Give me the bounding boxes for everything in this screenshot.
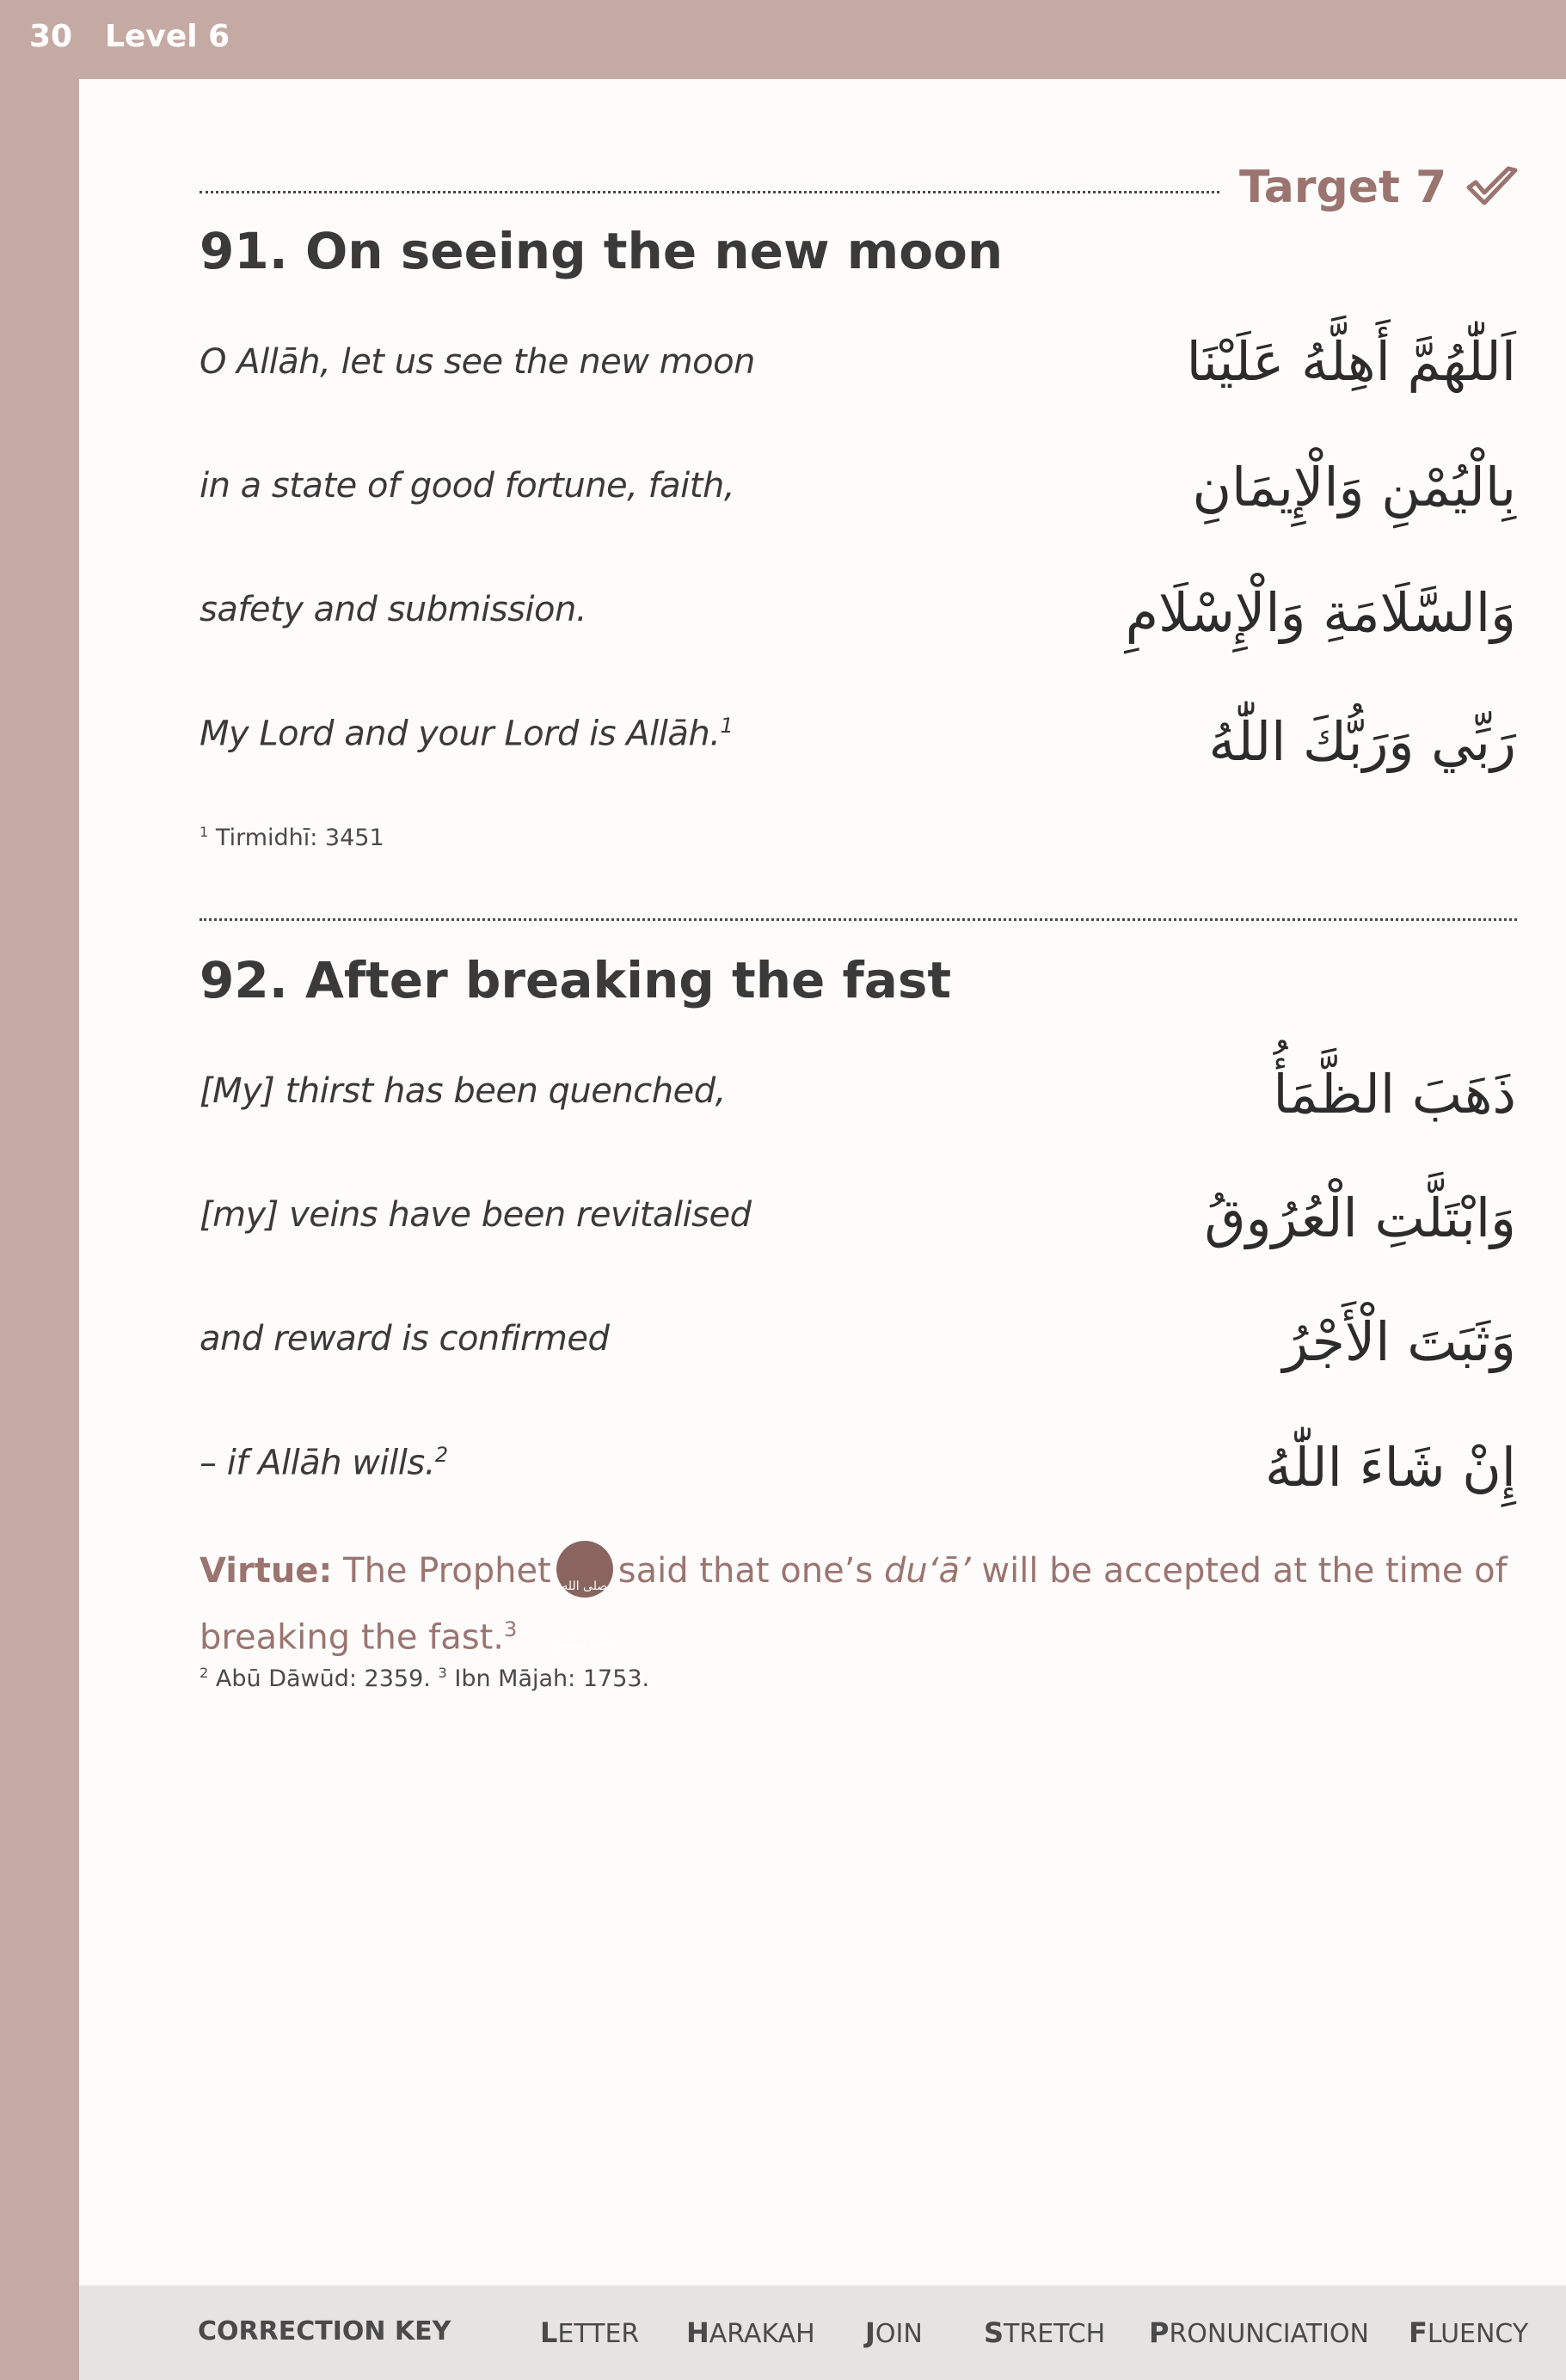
arabic-line: إِنْ شَاءَ اللّٰهُ xyxy=(1264,1436,1516,1499)
arabic-line: وَثَبَتَ الْأَجْرُ xyxy=(1282,1310,1516,1373)
arabic-line: بِالْيُمْنِ وَالْإِيمَانِ xyxy=(1192,456,1516,518)
english-line: [My] thirst has been quenched, xyxy=(200,1071,726,1111)
arabic-line: وَالسَّلَامَةِ وَالْإِسْلَامِ xyxy=(1125,581,1516,644)
virtue-paragraph: Virtue: The Prophet صلى الله عليه وسلم said that one’s du‘ā’ will be accepted at the time of breaking the fast.$^3$ xyxy=(200,1543,1515,1665)
footnote: $^2$ Abū Dāwūd: 2359. $^3$ Ibn Mājah: 1753. xyxy=(200,1665,650,1692)
key-item-fluency: FLUENCY xyxy=(1409,2316,1529,2349)
key-item-pronunciation: PRONUNCIATION xyxy=(1149,2316,1369,2349)
arabic-line: رَبِّي وَرَبُّكَ اللّٰهُ xyxy=(1208,710,1516,773)
english-line: [my] veins have been revitalised xyxy=(200,1195,752,1235)
pbuh-badge-icon: صلى الله عليه وسلم xyxy=(556,1541,613,1598)
correction-key-title: CORRECTION KEY xyxy=(198,2316,451,2346)
key-item-stretch: STRETCH xyxy=(984,2316,1106,2349)
english-line: My Lord and your Lord is Allāh.$^1$ xyxy=(200,714,734,754)
page-number: 30 xyxy=(29,19,73,54)
check-icon xyxy=(1465,165,1520,210)
arabic-line: اَللّٰهُمَّ أَهِلَّهُ عَلَيْنَا xyxy=(1186,330,1516,393)
dotted-divider xyxy=(200,191,1219,193)
target-label: Target 7 xyxy=(1239,162,1447,213)
english-line: safety and submission. xyxy=(200,590,587,629)
footnote: $^1$ Tirmidhī: 3451 xyxy=(200,824,384,851)
header-bar xyxy=(0,0,1566,79)
english-line: O Allāh, let us see the new moon xyxy=(200,342,755,382)
section-title: 92. After breaking the fast xyxy=(200,951,952,1009)
english-line: – if Allāh wills.$^2$ xyxy=(200,1443,448,1483)
key-item-letter: LETTER xyxy=(540,2316,640,2349)
key-item-join: JOIN xyxy=(865,2316,923,2349)
key-item-harakah: HARAKAH xyxy=(686,2316,815,2349)
arabic-line: ذَهَبَ الظَّمَأُ xyxy=(1273,1063,1516,1126)
section-title: 91. On seeing the new moon xyxy=(200,222,1004,280)
english-line: in a state of good fortune, faith, xyxy=(200,466,735,506)
dotted-divider xyxy=(200,918,1517,921)
level-label: Level 6 xyxy=(105,19,230,54)
arabic-line: وَابْتَلَّتِ الْعُرُوقُ xyxy=(1204,1187,1516,1249)
english-line: and reward is confirmed xyxy=(200,1319,610,1359)
